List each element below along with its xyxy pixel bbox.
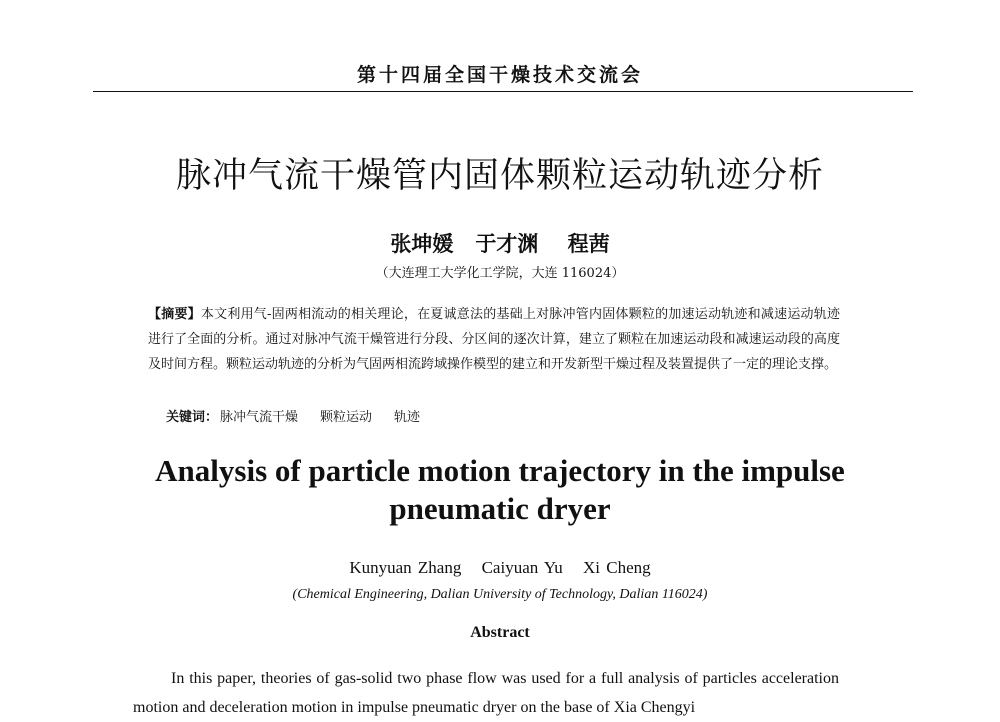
cn-keywords bbox=[166, 406, 866, 425]
cn-keyword: 脉冲气流干燥 bbox=[220, 410, 299, 425]
cn-keywords-label: 关键词： bbox=[166, 410, 219, 425]
en-authors bbox=[0, 558, 1000, 578]
en-title: Analysis of particle motion trajectory in the impulse pneumatic dryer bbox=[155, 453, 845, 526]
running-header: 第十四届全国干燥技术交流会 bbox=[356, 64, 643, 86]
header-rule bbox=[93, 91, 913, 92]
cn-author: 于才渊 bbox=[475, 232, 539, 256]
en-author: Xi Cheng bbox=[583, 558, 651, 577]
en-author: Kunyuan Zhang bbox=[349, 558, 462, 577]
cn-abstract bbox=[148, 302, 840, 377]
cn-keyword: 轨迹 bbox=[394, 410, 421, 425]
cn-authors bbox=[0, 228, 1000, 258]
cn-keyword: 颗粒运动 bbox=[320, 410, 373, 425]
cn-abstract-label: 【摘要】 bbox=[148, 307, 201, 322]
cn-abstract-text: 本文利用气-固两相流动的相关理论，在夏诚意法的基础上对脉冲管内固体颗粒的加速运动轨迹和减速运动轨迹进行了全面的分析。通过对脉冲气流干燥管进行分段、分区间的逐次计算，建立了颗粒在加速运动段和减速运动段的高度及时间方程。颗粒运动轨迹的分析为气固两相流跨域操作模型的建立和开发新型干燥过程及装置提供了一定的理论支撑。 bbox=[148, 307, 840, 372]
cn-author: 张坤媛 bbox=[390, 232, 454, 256]
en-affiliation: (Chemical Engineering, Dalian University of Technology, Dalian 116024) bbox=[292, 587, 708, 602]
en-abstract-heading: Abstract bbox=[470, 624, 530, 641]
en-author: Caiyuan Yu bbox=[481, 558, 563, 577]
cn-affiliation: （大连理工大学化工学院，大连 116024） bbox=[375, 266, 625, 281]
cn-title: 脉冲气流干燥管内固体颗粒运动轨迹分析 bbox=[175, 156, 824, 196]
en-abstract-text: In this paper, theories of gas-solid two phase flow was used for a full analysis of particles acceleration motion and deceleration motion in impulse pneumatic dryer on the base of Xia Chengyi bbox=[133, 670, 839, 716]
cn-author: 程茜 bbox=[567, 232, 610, 256]
